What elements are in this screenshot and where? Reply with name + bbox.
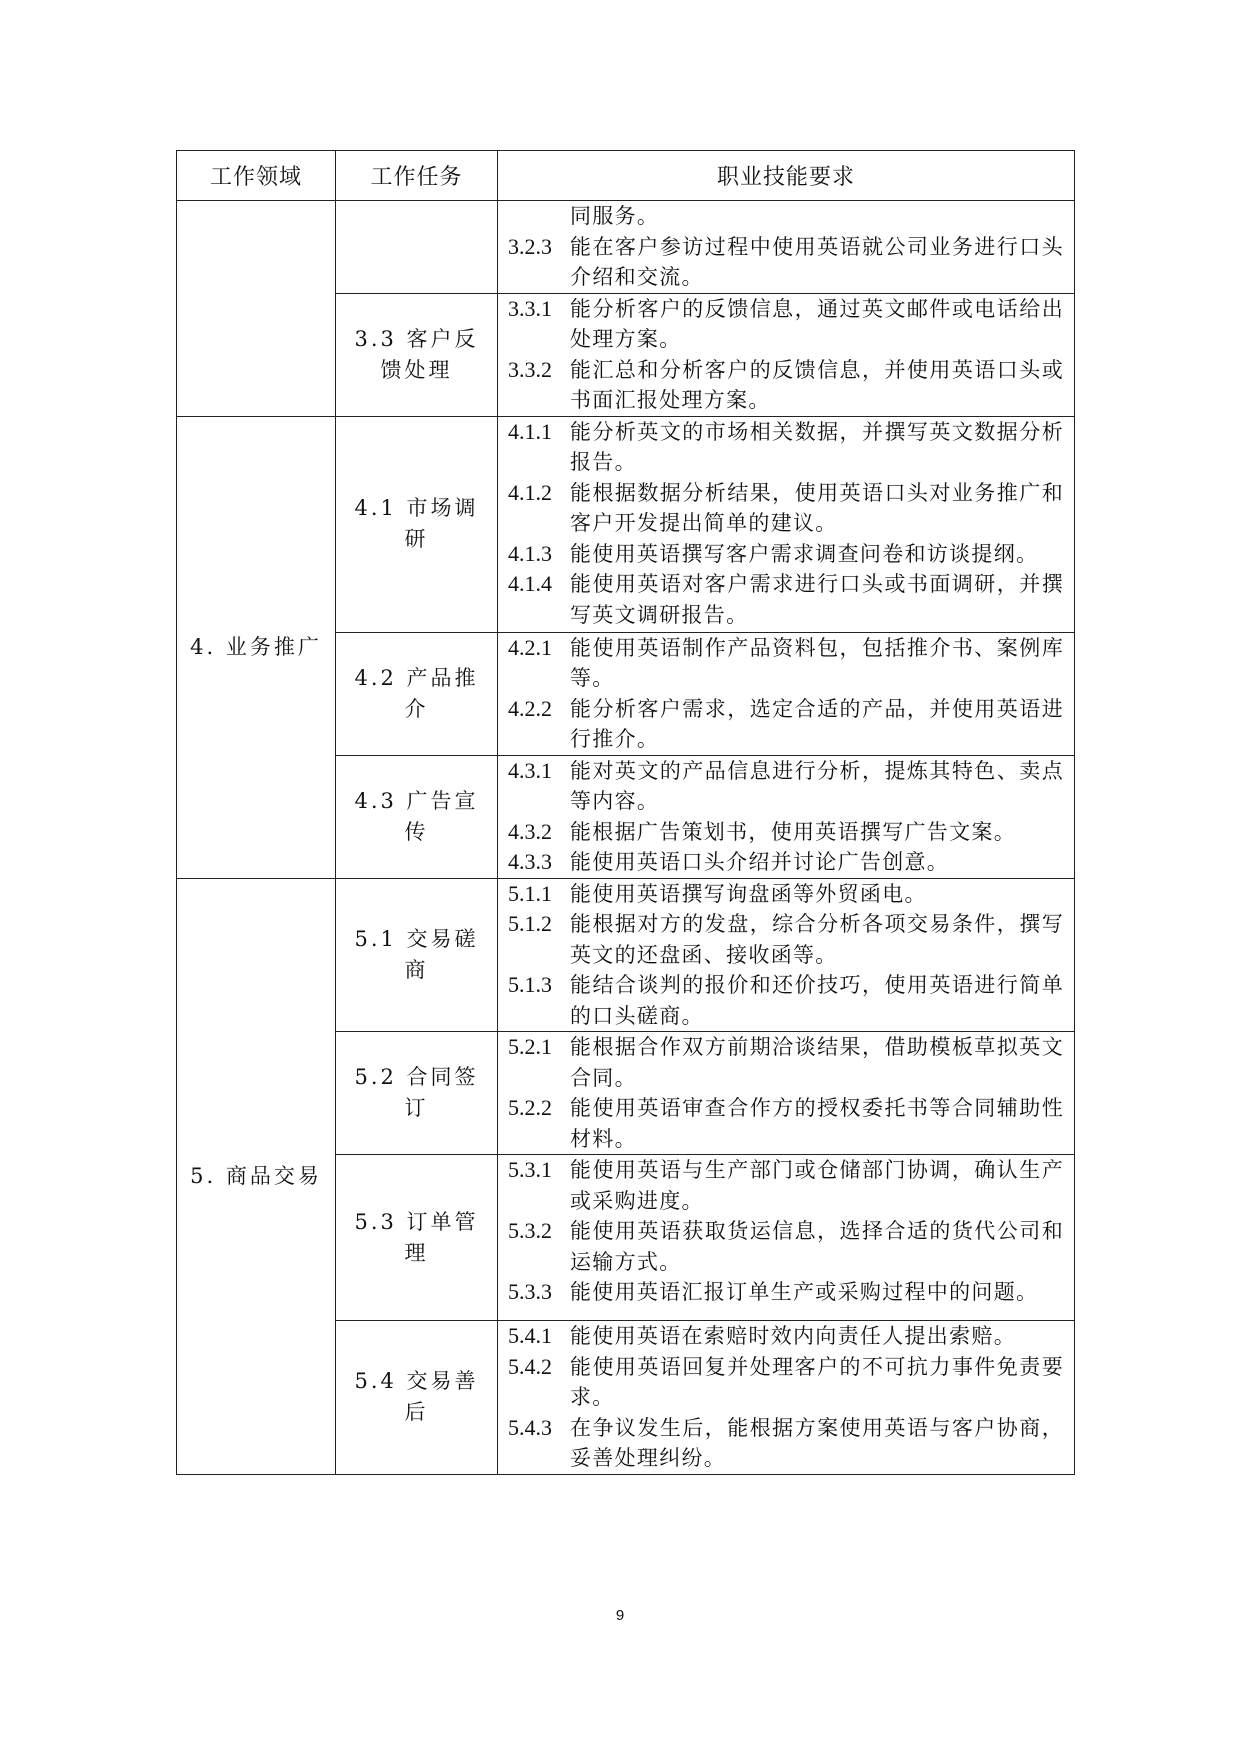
requirement-text: 同服务。 [570, 204, 660, 228]
skill-requirements-cell [498, 632, 1075, 755]
requirement-text: 能根据广告策划书，使用英语撰写广告文案。 [570, 819, 1016, 844]
skill-requirements-cell [498, 1155, 1075, 1321]
requirement-number: 4.1.4 [508, 571, 552, 596]
work-domain-cell: 4. 业务推广 [177, 416, 336, 878]
requirement-item [508, 1032, 1064, 1093]
skills-table [176, 150, 1075, 1475]
work-task-cell: 4.2 产品推介 [336, 632, 498, 755]
requirement-text: 能使用英语对客户需求进行口头或书面调研，并撰写英文调研报告。 [570, 572, 1064, 627]
header-work-domain: 工作领域 [177, 151, 336, 201]
requirement-number: 3.3.1 [508, 295, 552, 321]
table-row [177, 416, 1075, 632]
requirement-number: 5.2.2 [508, 1095, 552, 1120]
requirement-text: 能使用英语撰写询盘函等外贸函电。 [570, 881, 927, 906]
requirement-text: 能结合谈判的报价和还价技巧，使用英语进行简单的口头磋商。 [570, 973, 1064, 1028]
requirement-item [508, 1277, 1064, 1308]
requirement-text: 能根据合作双方前期洽谈结果，借助模板草拟英文合同。 [570, 1035, 1064, 1090]
skill-requirements-cell [498, 1032, 1075, 1155]
requirement-number: 5.3.2 [508, 1218, 552, 1243]
table-row [177, 201, 1075, 294]
requirement-text: 能使用英语制作产品资料包，包括推介书、案例库等。 [570, 635, 1064, 690]
requirement-item [508, 294, 1064, 355]
requirement-number: 5.1.1 [508, 880, 552, 906]
requirement-text: 能使用英语回复并处理客户的不可抗力事件免责要求。 [570, 1354, 1064, 1409]
requirement-text: 能使用英语在索赔时效内向责任人提出索赔。 [570, 1324, 1016, 1348]
requirement-number: 5.4.1 [508, 1323, 552, 1348]
requirement-item [508, 847, 1064, 878]
skill-requirements-cell [498, 1321, 1075, 1475]
work-task-cell: 5.3 订单管理 [336, 1155, 498, 1321]
requirement-text: 能使用英语与生产部门或仓储部门协调，确认生产或采购进度。 [570, 1158, 1064, 1213]
requirement-item [508, 817, 1064, 848]
requirement-number: 5.1.2 [508, 911, 552, 936]
requirement-number: 3.3.2 [508, 356, 552, 382]
work-task-cell: 5.4 交易善后 [336, 1321, 498, 1475]
skill-requirements-cell [498, 755, 1075, 878]
requirement-text: 能使用英语审查合作方的授权委托书等合同辅助性材料。 [570, 1096, 1064, 1151]
requirement-item [508, 417, 1064, 478]
requirement-item [508, 1155, 1064, 1216]
requirement-number: 4.3.2 [508, 818, 552, 844]
requirement-number: 4.2.2 [508, 695, 552, 721]
requirement-number: 4.2.1 [508, 634, 552, 660]
requirement-text: 能使用英语汇报订单生产或采购过程中的问题。 [570, 1280, 1039, 1304]
requirement-number: 4.1.3 [508, 540, 552, 566]
requirement-number: 3.2.3 [508, 233, 552, 259]
requirement-number: 5.4.3 [508, 1414, 552, 1440]
work-task-cell [336, 201, 498, 294]
skill-requirements-cell [498, 293, 1075, 416]
requirement-item [508, 1216, 1064, 1277]
requirement-item [508, 1413, 1064, 1474]
table-header-row [177, 151, 1075, 201]
requirement-number: 4.1.1 [508, 418, 552, 444]
skill-requirements-cell [498, 878, 1075, 1032]
requirement-text: 能对英文的产品信息进行分析，提炼其特色、卖点等内容。 [570, 758, 1064, 813]
requirement-text: 能汇总和分析客户的反馈信息，并使用英语口头或书面汇报处理方案。 [570, 357, 1064, 412]
requirement-item [508, 909, 1064, 970]
requirement-text: 能使用英语口头介绍并讨论广告创意。 [570, 850, 950, 874]
work-domain-cell: 5. 商品交易 [177, 878, 336, 1474]
requirement-item [508, 633, 1064, 694]
table-body [177, 201, 1075, 1475]
requirement-item [508, 355, 1064, 416]
work-task-cell: 4.3 广告宣传 [336, 755, 498, 878]
requirement-text: 能在客户参访过程中使用英语就公司业务进行口头介绍和交流。 [570, 234, 1064, 289]
requirement-text: 能使用英语撰写客户需求调查问卷和访谈提纲。 [570, 541, 1039, 566]
requirement-item [508, 1352, 1064, 1413]
work-domain-cell [177, 201, 336, 417]
requirement-number: 4.3.1 [508, 757, 552, 783]
requirement-item [508, 970, 1064, 1031]
work-task-cell: 5.1 交易磋商 [336, 878, 498, 1032]
requirement-number: 5.3.3 [508, 1279, 552, 1304]
page-number: 9 [615, 1607, 625, 1624]
skill-requirements-cell [498, 201, 1075, 294]
requirement-number: 5.1.3 [508, 972, 552, 997]
requirement-item [508, 232, 1064, 293]
requirement-text: 能分析英文的市场相关数据，并撰写英文数据分析报告。 [570, 419, 1064, 474]
requirement-text: 能根据数据分析结果，使用英语口头对业务推广和客户开发提出简单的建议。 [570, 480, 1064, 535]
requirement-text: 能使用英语获取货运信息，选择合适的货代公司和运输方式。 [570, 1219, 1064, 1274]
requirement-text: 能根据对方的发盘，综合分析各项交易条件，撰写英文的还盘函、接收函等。 [570, 912, 1064, 967]
requirement-item [508, 478, 1064, 539]
requirement-number: 4.1.2 [508, 479, 552, 505]
requirement-item [508, 201, 1064, 232]
requirement-item [508, 1093, 1064, 1154]
requirement-item [508, 569, 1064, 630]
requirement-item [508, 539, 1064, 570]
requirement-item [508, 756, 1064, 817]
table-row [177, 878, 1075, 1032]
requirement-text: 在争议发生后，能根据方案使用英语与客户协商，妥善处理纠纷。 [570, 1415, 1064, 1470]
requirement-text: 能分析客户需求，选定合适的产品，并使用英语进行推介。 [570, 696, 1064, 751]
work-task-cell: 4.1 市场调研 [336, 416, 498, 632]
header-work-task: 工作任务 [336, 151, 498, 201]
requirement-text: 能分析客户的反馈信息，通过英文邮件或电话给出处理方案。 [570, 296, 1064, 351]
header-skill-requirements: 职业技能要求 [498, 151, 1075, 201]
requirement-number: 5.4.2 [508, 1353, 552, 1379]
requirement-item [508, 879, 1064, 910]
requirement-number: 5.2.1 [508, 1034, 552, 1059]
requirement-number: 5.3.1 [508, 1157, 552, 1182]
work-task-cell: 3.3 客户反馈处理 [336, 293, 498, 416]
skill-requirements-cell [498, 416, 1075, 632]
requirement-item [508, 694, 1064, 755]
requirement-number: 4.3.3 [508, 849, 552, 874]
work-task-cell: 5.2 合同签订 [336, 1032, 498, 1155]
requirement-item [508, 1321, 1064, 1352]
